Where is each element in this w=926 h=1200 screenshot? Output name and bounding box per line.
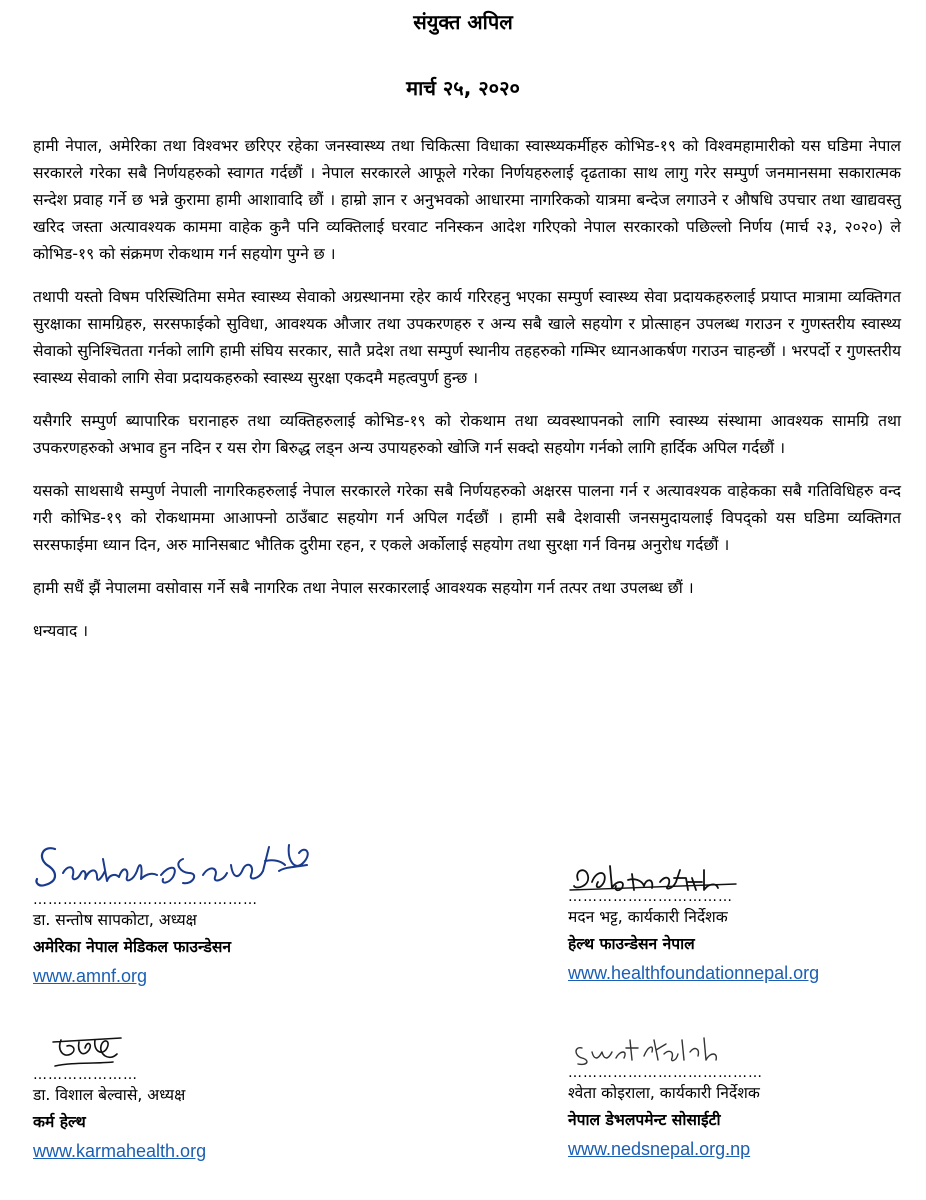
website-link[interactable]: www.healthfoundationnepal.org bbox=[568, 963, 820, 983]
paragraph-5: हामी सधैं झैं नेपालमा वसोवास गर्ने सबै नागरिक तथा नेपाल सरकारलाई आवश्यक सहयोग गर्न तत्पर तथा उपलब्ध छौं । bbox=[33, 579, 694, 597]
signatory-name: डा. सन्तोष सापकोटा, अध्यक्ष bbox=[33, 911, 197, 929]
letter-body bbox=[33, 133, 901, 645]
signature-line: ………………………………… bbox=[568, 1065, 763, 1081]
signatory-organization: नेपाल डेभलपमेन्ट सोसाईटी bbox=[568, 1111, 721, 1129]
signatory-organization: हेल्थ फाउन्डेसन नेपाल bbox=[568, 935, 695, 953]
signature-line: ………………… bbox=[33, 1067, 138, 1083]
signature-shweta-koirala bbox=[568, 1030, 728, 1070]
document-date: मार्च २५, २०२० bbox=[406, 76, 520, 100]
signatory-karma-health bbox=[33, 1028, 393, 1198]
paragraph-3: यसैगरि सम्पुर्ण ब्यापारिक घरानाहरु तथा व्यक्तिहरुलाई कोभिड-१९ को रोकथाम तथा व्यवस्थापनको लागि स्वास्थ्य संस्थामा आवश्यक सामग्रि तथा उपकरणहरुको अभाव हुन नदिन र यस रोग बिरुद्ध लड्न अन्य उपायहरुको खोजि गर्न सक्दो सहयोग गर्नको लागि हार्दिक अपिल गर्दछौं । bbox=[33, 412, 901, 457]
document-title: संयुक्त अपिल bbox=[413, 10, 513, 34]
signatory-name: श्वेता कोइराला, कार्यकारी निर्देशक bbox=[568, 1084, 760, 1102]
paragraph-1: हामी नेपाल, अमेरिका तथा विश्वभर छरिएर रहेका जनस्वास्थ्य तथा चिकित्सा विधाका स्वास्थ्यकर्मीहरु कोभिड-१९ को विश्वमहामारीको यस घडिमा नेपाल सरकारले गरेका सबै निर्णयहरुको स्वागत गर्दछौं । नेपाल सरकारले आफूले गरेका निर्णयहरुलाई दृढताका साथ लागु गरेर सम्पुर्ण जनमानसमा सकारात्मक सन्देश प्रवाह गर्ने छ भन्ने कुरामा हामी आशावादि छौं । हाम्रो ज्ञान र अनुभवको आधारमा नागरिकको यात्रमा बन्देज लगाउने र औषधि उपचार तथा खाद्यवस्तु खरिद जस्ता अत्यावश्यक काममा वाहेक कुनै पनि व्यक्तिलाई घरवाट ननिस्कन आदेश गरिएको नेपाल सरकारको पछिल्लो निर्णय (मार्च २३, २०२०) ले कोभिड-१९ को संक्रमण रोकथाम गर्न सहयोग पुग्ने छ । bbox=[33, 137, 901, 263]
signatory-organization: अमेरिका नेपाल मेडिकल फाउन्डेसन bbox=[33, 938, 232, 956]
signature-line: ……………………………………… bbox=[33, 892, 258, 908]
paragraph-2: तथापी यस्तो विषम परिस्थितिमा समेत स्वास्थ्य सेवाको अग्रस्थानमा रहेर कार्य गरिरहनु भएका सम्पुर्ण स्वास्थ्य सेवा प्रदायकहरुलाई प्रयाप्त मात्रामा व्यक्तिगत सुरक्षाका सामग्रिहरु, सरसफाईको सुविधा, आवश्यक औजार तथा उपकरणहरु र अन्य सबै खाले सहयोग र प्रोत्साहन उपलब्ध गराउन र गुणस्तरीय स्वास्थ्य सेवाको सुनिश्चितता गर्नको लागि हामी संघिय सरकार, सातै प्रदेश तथा सम्पुर्ण स्थानीय तहहरुको गम्भिर ध्यानआकर्षण गराउन चाहन्छौं । भरपर्दो र गुणस्तरीय स्वास्थ्य सेवाको लागि सेवा प्रदायकहरुको स्वास्थ्य सुरक्षा एकदमै महत्वपुर्ण हुन्छ । bbox=[33, 288, 901, 387]
signatory-name: मदन भट्ट, कार्यकारी निर्देशक bbox=[568, 908, 728, 926]
website-link[interactable]: www.karmahealth.org bbox=[33, 1141, 207, 1161]
paragraph-4: यसको साथसाथै सम्पुर्ण नेपाली नागरिकहरुलाई नेपाल सरकारले गरेका सबै निर्णयहरुको अक्षरस पालना गर्न र अत्यावश्यक वाहेकका सबै गतिविधिहरु वन्द गरी कोभिड-१९ को रोकथाममा आआफ्नो ठाउँबाट सहयोग गर्न अपिल गर्दछौं । हामी सबै देशवासी जनसमुदायलाई विपद्को यस घडिमा व्यक्तिगत सरसफाईमा ध्यान दिन, अरु मानिसबाट भौतिक दुरीमा रहन, र एकले अर्कोलाई सहयोग तथा सुरक्षा गर्न विनम्र अनुरोध गर्दछौं । bbox=[33, 482, 901, 554]
signatory-hfn bbox=[568, 860, 926, 1000]
website-link[interactable]: www.amnf.org bbox=[33, 966, 148, 986]
signature-bishal-belbase bbox=[43, 1028, 133, 1072]
website-link[interactable]: www.nedsnepal.org.np bbox=[568, 1139, 751, 1159]
signatory-neds bbox=[568, 1030, 926, 1200]
closing-thanks: धन्यवाद । bbox=[33, 622, 89, 640]
signature-line: …………………………… bbox=[568, 889, 733, 905]
signatory-name: डा. विशाल बेल्वासे, अध्यक्ष bbox=[33, 1086, 186, 1104]
signatory-amnf bbox=[33, 835, 393, 995]
signatory-organization: कर्म हेल्थ bbox=[33, 1113, 86, 1131]
signature-santosh-sapkota bbox=[33, 835, 323, 897]
